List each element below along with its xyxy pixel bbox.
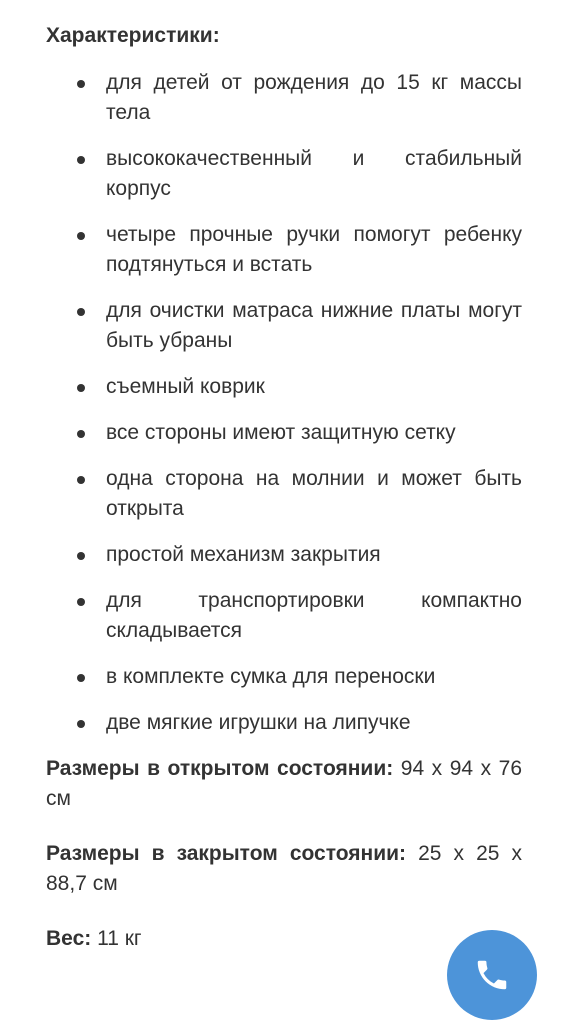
bullet-icon <box>77 598 85 606</box>
bullet-icon <box>77 384 85 392</box>
feature-text: все стороны имеют защитную сетку <box>106 421 456 444</box>
characteristics-heading: Характеристики: <box>46 24 220 47</box>
feature-text: одна сторона на молнии и может быть открыта <box>106 467 522 520</box>
feature-item <box>46 220 522 280</box>
bullet-icon <box>77 308 85 316</box>
features-list <box>46 68 522 738</box>
feature-item <box>46 464 522 524</box>
feature-item <box>46 372 522 402</box>
bullet-icon <box>77 674 85 682</box>
feature-text: четыре прочные ручки помогут ребенку подтянуться и встать <box>106 223 522 276</box>
feature-text: для детей от рождения до 15 кг массы тела <box>106 71 522 124</box>
closed-dimensions-value: 25 x 25 x 88,7 см <box>46 842 522 895</box>
feature-text: в комплекте сумка для переноски <box>106 665 436 688</box>
feature-text: простой механизм закрытия <box>106 543 381 566</box>
weight-value: 11 кг <box>91 927 142 950</box>
feature-item <box>46 540 522 570</box>
bullet-icon <box>77 552 85 560</box>
feature-item <box>46 662 522 692</box>
open-dimensions <box>46 754 522 814</box>
feature-item <box>46 586 522 646</box>
closed-dimensions-label: Размеры в закрытом состоянии: <box>46 842 407 865</box>
feature-item <box>46 708 522 738</box>
bullet-icon <box>77 156 85 164</box>
bullet-icon <box>77 80 85 88</box>
feature-item <box>46 296 522 356</box>
bullet-icon <box>77 720 85 728</box>
bullet-icon <box>77 232 85 240</box>
feature-text: съемный коврик <box>106 375 265 398</box>
feature-text: высококачественный и стабильный корпус <box>106 147 522 200</box>
feature-item <box>46 68 522 128</box>
bullet-icon <box>77 430 85 438</box>
phone-icon <box>473 956 511 994</box>
product-characteristics <box>46 21 522 979</box>
feature-item <box>46 144 522 204</box>
feature-text: две мягкие игрушки на липучке <box>106 711 411 734</box>
feature-text: для очистки матраса нижние платы могут быть убраны <box>106 299 522 352</box>
bullet-icon <box>77 476 85 484</box>
open-dimensions-label: Размеры в открытом состоянии: <box>46 757 394 780</box>
feature-item <box>46 418 522 448</box>
call-button[interactable] <box>447 930 537 1020</box>
closed-dimensions <box>46 839 522 899</box>
open-dimensions-value: 94 x 94 x 76 см <box>46 757 522 810</box>
weight <box>46 924 522 954</box>
feature-text: для транспортировки компактно складывается <box>106 589 522 642</box>
weight-label: Вес: <box>46 927 92 950</box>
